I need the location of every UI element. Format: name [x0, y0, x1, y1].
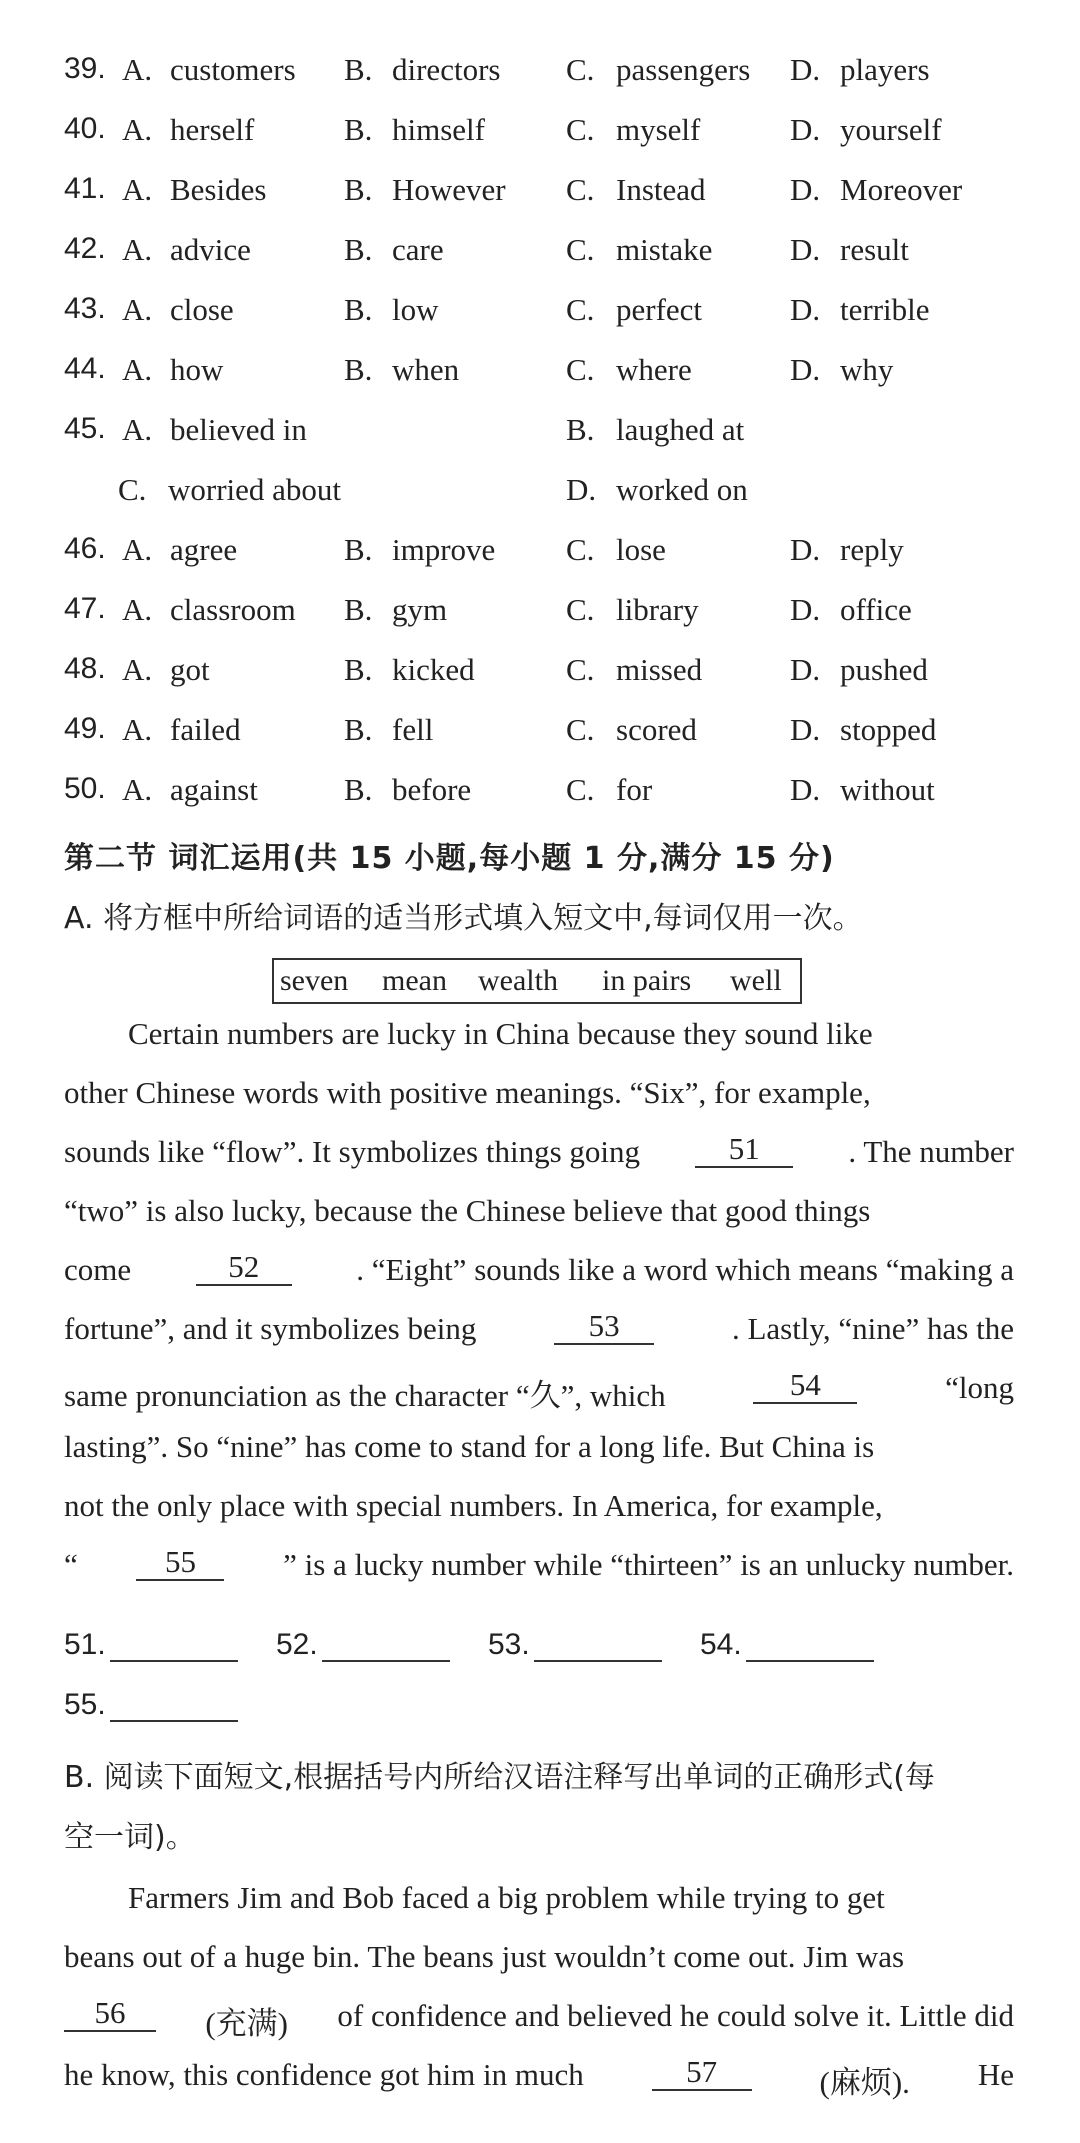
- question-number: 46.: [64, 532, 106, 565]
- option-letter: A.: [122, 592, 153, 627]
- part-b-instruction: B. 阅读下面短文,根据括号内所给汉语注释写出单词的正确形式(每: [64, 1760, 935, 1795]
- option-text: low: [392, 292, 439, 327]
- option-letter: D.: [790, 52, 821, 87]
- question-number: 42.: [64, 232, 106, 265]
- option-text: got: [170, 652, 210, 687]
- option-text: classroom: [170, 592, 296, 627]
- answer-53[interactable]: [488, 1628, 662, 1688]
- passage-line: [64, 1131, 1014, 1193]
- option-letter: C.: [566, 292, 595, 327]
- option-text: where: [616, 352, 692, 387]
- question-row: [0, 52, 1080, 112]
- passage-b: [64, 1880, 1014, 2116]
- option-letter: D.: [790, 772, 821, 807]
- question-number: 45.: [64, 412, 106, 445]
- option-letter: C.: [566, 172, 595, 207]
- passage-text: same pronunciation as the character “久”, which: [64, 1378, 666, 1413]
- option-letter: A.: [122, 232, 153, 267]
- blank-54[interactable]: 54: [753, 1370, 857, 1404]
- answer-line[interactable]: [534, 1630, 662, 1662]
- answer-line[interactable]: [110, 1690, 238, 1722]
- passage-line: [64, 1249, 1014, 1311]
- question-number: 43.: [64, 292, 106, 325]
- passage-text: he know, this confidence got him in much: [64, 2057, 584, 2092]
- option-text: However: [392, 172, 506, 207]
- part-a-instruction: A. 将方框中所给词语的适当形式填入短文中,每词仅用一次。: [64, 901, 863, 936]
- option-letter: D.: [790, 292, 821, 327]
- option-letter: D.: [790, 532, 821, 567]
- option-text: terrible: [840, 292, 930, 327]
- option-text: yourself: [840, 112, 942, 147]
- passage-line: other Chinese words with positive meanings. “Six”, for example,: [64, 1075, 871, 1110]
- question-row: [0, 232, 1080, 292]
- option-letter: B.: [344, 112, 373, 147]
- option-letter: A.: [122, 352, 153, 387]
- option-text: when: [392, 352, 460, 387]
- option-text: why: [840, 352, 894, 387]
- option-text: Instead: [616, 172, 706, 207]
- option-text: office: [840, 592, 912, 627]
- option-letter: B.: [344, 232, 373, 267]
- word-box: [272, 958, 802, 1004]
- option-letter: C.: [566, 772, 595, 807]
- passage-a: [64, 1016, 1014, 1606]
- option-letter: A.: [122, 412, 153, 447]
- question-row: [0, 172, 1080, 232]
- option-letter: D.: [566, 472, 597, 507]
- option-text: gym: [392, 592, 448, 627]
- option-letter: D.: [790, 352, 821, 387]
- passage-line: Farmers Jim and Bob faced a big problem while trying to get: [128, 1880, 885, 1915]
- option-text: failed: [170, 712, 241, 747]
- option-letter: C.: [566, 712, 595, 747]
- question-number: 48.: [64, 652, 106, 685]
- option-letter: D.: [790, 652, 821, 687]
- chinese-hint: (麻烦).: [819, 2065, 910, 2100]
- word-box-item: well: [730, 964, 782, 997]
- passage-text: . “Eight” sounds like a word which means “making a: [356, 1252, 1014, 1287]
- option-letter: C.: [566, 52, 595, 87]
- answer-line[interactable]: [110, 1630, 238, 1662]
- option-letter: A.: [122, 112, 153, 147]
- word-box-item: seven: [280, 964, 349, 997]
- option-letter: D.: [790, 172, 821, 207]
- passage-line: [64, 1544, 1014, 1606]
- question-number: 47.: [64, 592, 106, 625]
- blank-52[interactable]: 52: [196, 1252, 292, 1286]
- option-text: before: [392, 772, 472, 807]
- option-letter: A.: [122, 712, 153, 747]
- option-text: stopped: [840, 712, 937, 747]
- option-text: customers: [170, 52, 296, 87]
- option-letter: B.: [344, 652, 373, 687]
- answer-label: 55.: [64, 1688, 106, 1721]
- option-letter: D.: [790, 592, 821, 627]
- option-letter: C.: [566, 352, 595, 387]
- passage-line: [64, 2054, 1014, 2116]
- option-text: passengers: [616, 52, 751, 87]
- passage-line: not the only place with special numbers. In America, for example,: [64, 1488, 883, 1523]
- option-text: Besides: [170, 172, 267, 207]
- option-letter: C.: [566, 532, 595, 567]
- passage-line: [64, 1308, 1014, 1370]
- word-box-item: in pairs: [602, 964, 692, 997]
- option-text: herself: [170, 112, 255, 147]
- question-row: [0, 772, 1080, 832]
- answer-line[interactable]: [746, 1630, 874, 1662]
- option-text: care: [392, 232, 444, 267]
- option-letter: D.: [790, 112, 821, 147]
- passage-line: “two” is also lucky, because the Chinese believe that good things: [64, 1193, 871, 1228]
- option-letter: C.: [566, 592, 595, 627]
- passage-line: [64, 1995, 1014, 2057]
- blank-56[interactable]: 56: [64, 1998, 156, 2032]
- option-text: advice: [170, 232, 251, 267]
- option-text: directors: [392, 52, 501, 87]
- passage-line: Certain numbers are lucky in China because they sound like: [128, 1016, 873, 1051]
- passage-text: “: [64, 1547, 78, 1582]
- option-text: agree: [170, 532, 238, 567]
- option-letter: C.: [566, 112, 595, 147]
- word-box-item: mean: [382, 964, 447, 997]
- passage-text: fortune”, and it symbolizes being: [64, 1311, 477, 1346]
- question-number: 49.: [64, 712, 106, 745]
- option-letter: D.: [790, 712, 821, 747]
- answer-label: 54.: [700, 1628, 742, 1661]
- question-number: 39.: [64, 52, 106, 85]
- option-letter: D.: [790, 232, 821, 267]
- question-number: 41.: [64, 172, 106, 205]
- option-letter: B.: [344, 292, 373, 327]
- question-row: [0, 712, 1080, 772]
- option-letter: C.: [118, 472, 147, 507]
- passage-text: . Lastly, “nine” has the: [731, 1311, 1014, 1346]
- blank-53[interactable]: 53: [554, 1311, 654, 1345]
- option-text: improve: [392, 532, 496, 567]
- answer-label: 51.: [64, 1628, 106, 1661]
- option-letter: A.: [122, 772, 153, 807]
- passage-line: [64, 1367, 1014, 1429]
- passage-text: come: [64, 1252, 132, 1287]
- passage-text: sounds like “flow”. It symbolizes things going: [64, 1134, 641, 1169]
- option-letter: A.: [122, 652, 153, 687]
- option-text: believed in: [170, 412, 307, 447]
- option-text: how: [170, 352, 224, 387]
- option-text: missed: [616, 652, 703, 687]
- passage-text: He: [977, 2057, 1014, 2092]
- option-letter: A.: [122, 172, 153, 207]
- option-text: scored: [616, 712, 697, 747]
- question-row: [0, 592, 1080, 652]
- option-text: worried about: [168, 472, 342, 507]
- passage-line: beans out of a huge bin. The beans just wouldn’t come out. Jim was: [64, 1939, 905, 1974]
- word-box-item: wealth: [478, 964, 558, 997]
- option-text: for: [616, 772, 653, 807]
- option-letter: B.: [344, 172, 373, 207]
- blank-55[interactable]: 55: [136, 1547, 224, 1581]
- option-letter: B.: [344, 592, 373, 627]
- option-text: worked on: [616, 472, 748, 507]
- option-letter: A.: [122, 532, 153, 567]
- answer-51[interactable]: [64, 1628, 238, 1688]
- option-text: myself: [616, 112, 701, 147]
- option-text: against: [170, 772, 258, 807]
- options-list: [0, 52, 1080, 832]
- option-text: lose: [616, 532, 666, 567]
- passage-text: . The number: [848, 1134, 1014, 1169]
- answer-55[interactable]: [64, 1688, 238, 1748]
- option-letter: B.: [344, 712, 373, 747]
- option-text: result: [840, 232, 909, 267]
- option-text: Moreover: [840, 172, 963, 207]
- option-text: close: [170, 292, 234, 327]
- option-text: perfect: [616, 292, 703, 327]
- answer-label: 52.: [276, 1628, 318, 1661]
- option-letter: B.: [344, 52, 373, 87]
- option-text: kicked: [392, 652, 475, 687]
- option-letter: C.: [566, 232, 595, 267]
- option-text: mistake: [616, 232, 713, 267]
- blank-57[interactable]: 57: [652, 2057, 752, 2091]
- option-text: without: [840, 772, 935, 807]
- option-letter: B.: [566, 412, 595, 447]
- option-letter: C.: [566, 652, 595, 687]
- option-text: players: [840, 52, 930, 87]
- question-number: 50.: [64, 772, 106, 805]
- option-text: reply: [840, 532, 904, 567]
- section-title: 第二节 词汇运用(共 15 小题,每小题 1 分,满分 15 分): [64, 841, 835, 876]
- option-letter: A.: [122, 52, 153, 87]
- option-text: laughed at: [616, 412, 745, 447]
- passage-text: “long: [945, 1370, 1014, 1405]
- option-text: library: [616, 592, 699, 627]
- answer-label: 53.: [488, 1628, 530, 1661]
- question-row: [0, 472, 1080, 532]
- question-row: [0, 652, 1080, 712]
- passage-line: lasting”. So “nine” has come to stand for a long life. But China is: [64, 1429, 875, 1464]
- option-letter: A.: [122, 292, 153, 327]
- question-row: [0, 112, 1080, 172]
- answer-52[interactable]: [276, 1628, 450, 1688]
- part-b-instruction-cont: 空一词)。: [64, 1820, 196, 1855]
- option-text: fell: [392, 712, 434, 747]
- chinese-hint: (充满): [205, 2006, 289, 2041]
- question-row: [0, 412, 1080, 472]
- passage-text: of confidence and believed he could solve it. Little did: [337, 1998, 1014, 2033]
- option-letter: B.: [344, 352, 373, 387]
- blank-51[interactable]: 51: [695, 1134, 793, 1168]
- question-row: [0, 352, 1080, 412]
- option-text: pushed: [840, 652, 928, 687]
- answer-54[interactable]: [700, 1628, 874, 1688]
- option-text: himself: [392, 112, 485, 147]
- question-row: [0, 292, 1080, 352]
- option-letter: B.: [344, 532, 373, 567]
- answer-line[interactable]: [322, 1630, 450, 1662]
- question-number: 44.: [64, 352, 106, 385]
- question-row: [0, 532, 1080, 592]
- option-letter: B.: [344, 772, 373, 807]
- question-number: 40.: [64, 112, 106, 145]
- passage-text: ” is a lucky number while “thirteen” is an unlucky number.: [283, 1547, 1014, 1582]
